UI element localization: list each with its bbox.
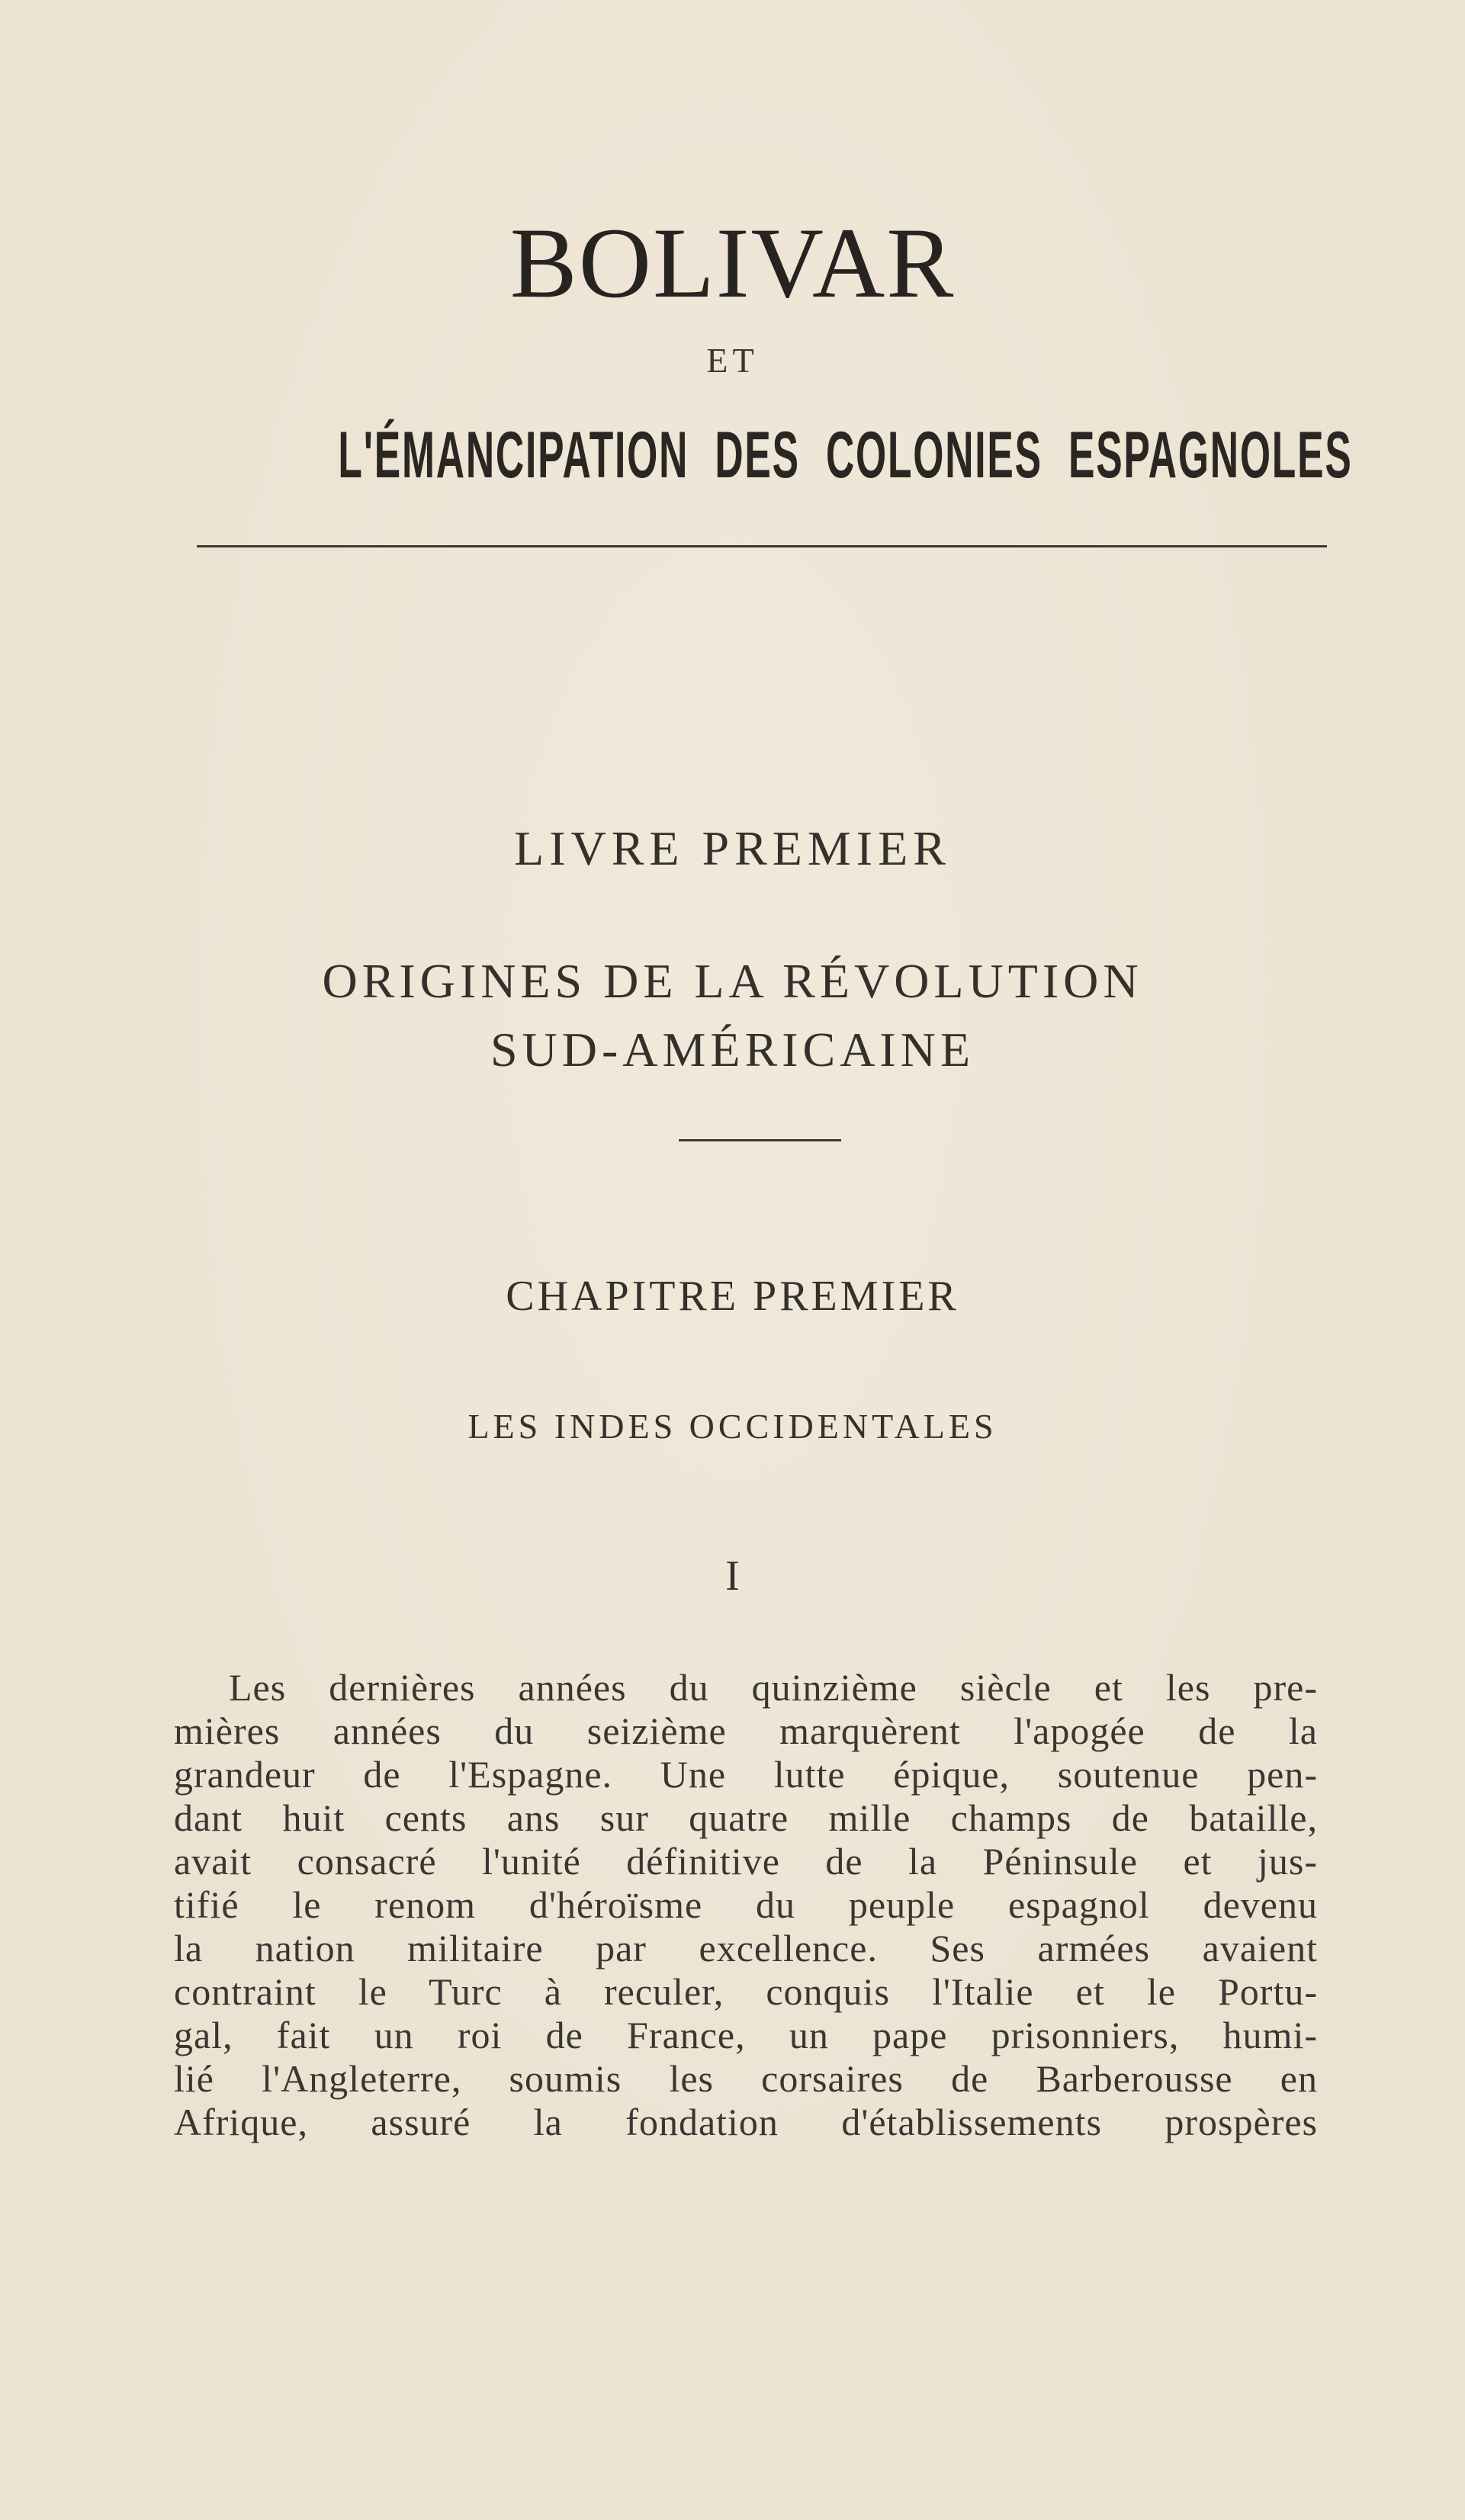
book-title: BOLIVAR [509,207,956,319]
body-line: mières années du seizième marquèrent l'apogée de la [174,1709,1318,1752]
chapter-title: LES INDES OCCIDENTALES [467,1407,998,1446]
book-part-heading-line1: ORIGINES DE LA RÉVOLUTION [322,954,1143,1008]
section-numeral: I [725,1552,740,1600]
body-line: contraint le Turc à reculer, conquis l'Italie et le Portu- [174,1970,1318,2013]
book-subtitle-text: L'ÉMANCIPATION DES COLONIES ESPAGNOLES [338,419,1353,492]
book-part-label: LIVRE PREMIER [514,821,951,875]
title-conjunction: ET [706,341,759,380]
body-line: Les dernières années du quinzième siècle et les pre- [229,1666,1318,1709]
body-line: Afrique, assuré la fondation d'établissements prospères [174,2101,1318,2143]
chapter-label: CHAPITRE PREMIER [506,1273,959,1320]
book-part-heading-line2: SUD-AMÉRICAINE [490,1022,975,1077]
body-line: la nation militaire par excellence. Ses armées avaient [174,1927,1318,1969]
body-line: dant huit cents ans sur quatre mille champs de bataille, [174,1796,1318,1839]
body-paragraph [174,1666,1318,2144]
section-divider [679,1139,841,1141]
body-line: avait consacré l'unité définitive de la Péninsule et jus- [174,1840,1318,1883]
body-line: grandeur de l'Espagne. Une lutte épique, soutenue pen- [174,1753,1318,1796]
body-line: gal, fait un roi de France, un pape prisonniers, humi- [174,2014,1318,2056]
body-line: lié l'Angleterre, soumis les corsaires de Barberousse en [174,2057,1318,2100]
book-subtitle [0,418,1465,493]
body-line: tifié le renom d'héroïsme du peuple espagnol devenu [174,1883,1318,1926]
title-divider [197,545,1327,547]
